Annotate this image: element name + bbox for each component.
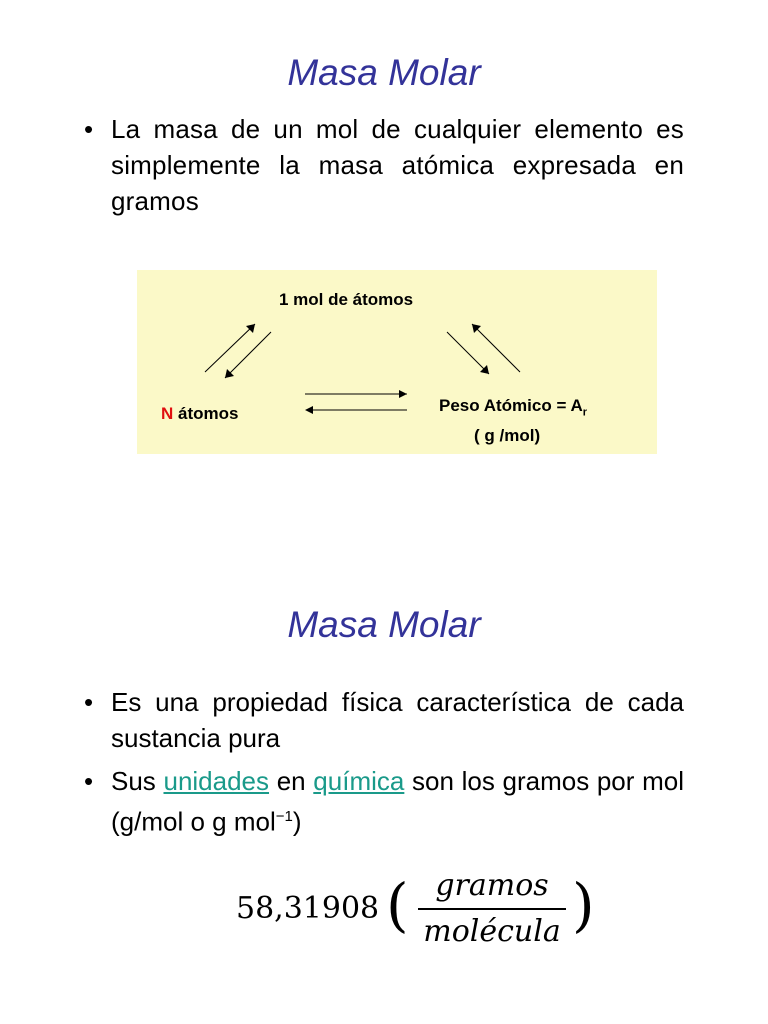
diagram-right-label	[439, 396, 587, 418]
units-prefix: Sus	[111, 766, 156, 796]
units-end: )	[292, 806, 302, 837]
bullet-mass-of-mole	[84, 111, 684, 219]
fraction-bar	[418, 908, 566, 910]
arrowhead-left	[305, 406, 313, 414]
atomic-weight-subscript: r	[582, 406, 588, 419]
arrow-right-down	[447, 332, 489, 374]
formula-fraction	[412, 868, 572, 950]
bullet-text	[111, 763, 684, 840]
formula-open-paren: (	[386, 871, 409, 939]
arrow-left-down	[225, 332, 271, 378]
atoms-word: átomos	[178, 404, 239, 423]
bullet-text: Es una propiedad física característica de cada sustancia pura	[111, 687, 684, 753]
link-quimica[interactable]: química	[313, 766, 405, 796]
formula-denominator: molécula	[423, 914, 561, 949]
formula-numerator: gramos	[435, 868, 549, 903]
link-unidades[interactable]: unidades	[163, 766, 270, 796]
mole-diagram	[137, 270, 657, 454]
bullet-dot: •	[84, 687, 94, 717]
units-superscript: −1	[275, 808, 293, 825]
slide-1-title: Masa Molar	[287, 52, 481, 93]
formula-value: 58,31908	[236, 891, 380, 926]
slide-2-title: Masa Molar	[287, 604, 481, 645]
units-rest: son los gramos por mol (g/mol o g mol	[111, 766, 684, 837]
bullet-dot: •	[84, 766, 94, 796]
n-letter: N	[161, 404, 174, 423]
bullet-text: La masa de un mol de cualquier elemento es simplemente la masa atómica expresada en gramos	[111, 114, 684, 216]
atomic-weight-label: Peso Atómico = A	[439, 396, 583, 415]
arrowhead-right	[399, 390, 407, 398]
bullet-units	[84, 763, 684, 840]
molar-mass-formula	[236, 868, 596, 952]
bullet-physical-property	[84, 684, 684, 756]
formula-close-paren: )	[572, 871, 595, 939]
diagram-left-label	[161, 404, 238, 424]
bullet-dot: •	[84, 114, 94, 144]
diagram-units-label: ( g /mol)	[474, 426, 541, 445]
units-mid: en	[276, 766, 306, 796]
diagram-top-label: 1 mol de átomos	[279, 290, 414, 309]
arrow-left-up	[205, 324, 255, 372]
